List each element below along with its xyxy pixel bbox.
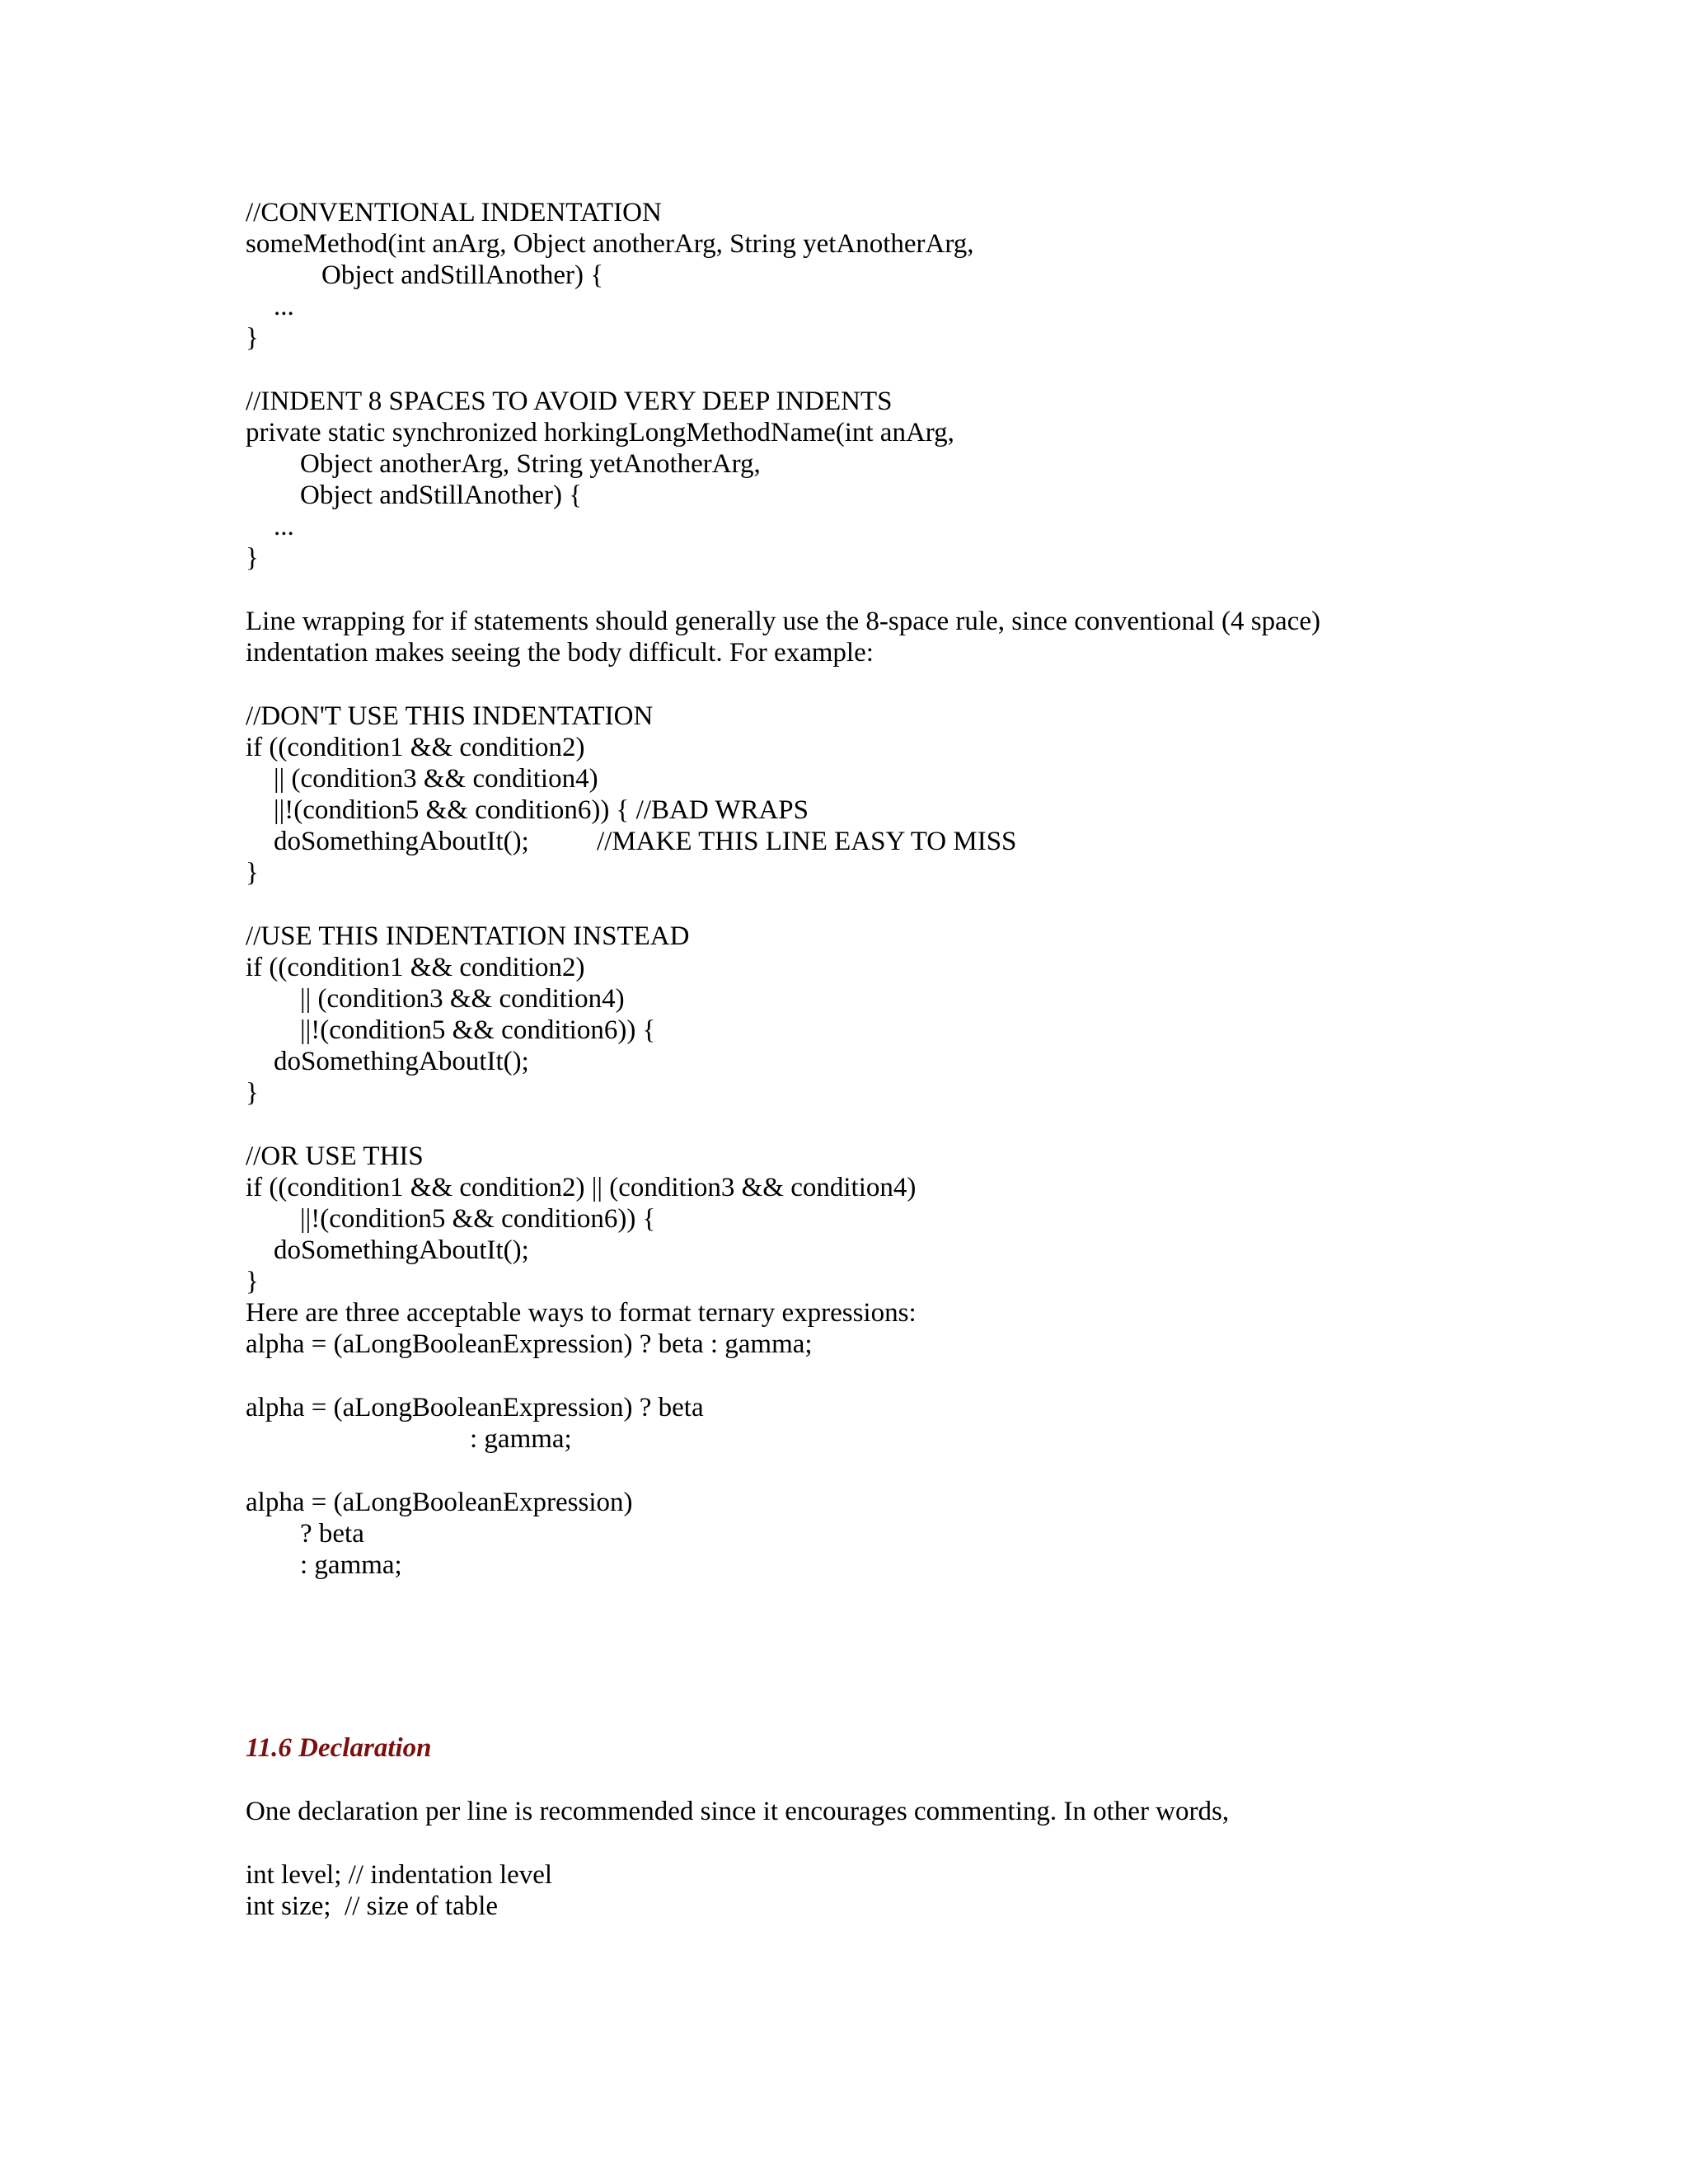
code-line: } — [246, 1267, 259, 1296]
code-line: Object anotherArg, String yetAnotherArg, — [300, 449, 761, 479]
code-comment: //USE THIS INDENTATION INSTEAD — [246, 921, 690, 951]
code-comment: //DON'T USE THIS INDENTATION — [246, 701, 654, 731]
code-line: if ((condition1 && condition2) — [246, 953, 585, 982]
code-line: int size; // size of table — [246, 1891, 499, 1921]
code-line: if ((condition1 && condition2) — [246, 733, 585, 762]
code-line: Object andStillAnother) { — [321, 260, 604, 290]
code-line: : gamma; — [470, 1424, 572, 1454]
code-line: ||!(condition5 && condition6)) { //BAD WRAPS — [274, 795, 809, 825]
section-heading: 11.6 Declaration — [246, 1733, 432, 1763]
code-line: } — [246, 858, 259, 888]
code-line: ... — [274, 512, 294, 541]
code-comment: //MAKE THIS LINE EASY TO MISS — [597, 827, 1017, 856]
code-line: || (condition3 && condition4) — [300, 984, 625, 1014]
code-line: someMethod(int anArg, Object anotherArg, String yetAnotherArg, — [246, 229, 974, 259]
code-line: alpha = (aLongBooleanExpression) ? beta : gamma; — [246, 1329, 813, 1359]
body-text: Here are three acceptable ways to format ternary expressions: — [246, 1298, 917, 1328]
code-line: alpha = (aLongBooleanExpression) ? beta — [246, 1393, 704, 1422]
code-line: ||!(condition5 && condition6)) { — [300, 1015, 656, 1045]
code-comment: //INDENT 8 SPACES TO AVOID VERY DEEP INDENTS — [246, 387, 893, 416]
code-line: doSomethingAboutIt(); — [274, 827, 529, 856]
code-line: if ((condition1 && condition2) || (condition3 && condition4) — [246, 1173, 917, 1202]
code-line: : gamma; — [300, 1550, 402, 1580]
code-line: doSomethingAboutIt(); — [274, 1235, 529, 1265]
code-line: } — [246, 1078, 259, 1108]
code-line: int level; // indentation level — [246, 1860, 553, 1890]
code-comment: //OR USE THIS — [246, 1141, 424, 1171]
code-line: private static synchronized horkingLongMethodName(int anArg, — [246, 418, 954, 448]
body-text: Line wrapping for if statements should generally use the 8-space rule, since conventional (4 space) — [246, 607, 1320, 636]
code-line: doSomethingAboutIt(); — [274, 1047, 529, 1076]
code-line: ||!(condition5 && condition6)) { — [300, 1204, 656, 1234]
code-line: } — [246, 323, 259, 353]
code-line: Object andStillAnother) { — [300, 480, 583, 510]
body-text: One declaration per line is recommended since it encourages commenting. In other words, — [246, 1797, 1230, 1826]
code-line: || (condition3 && condition4) — [274, 764, 598, 794]
code-line: } — [246, 543, 259, 573]
code-comment: //CONVENTIONAL INDENTATION — [246, 198, 662, 227]
body-text: indentation makes seeing the body difficult. For example: — [246, 638, 874, 668]
code-line: ? beta — [300, 1519, 364, 1549]
code-line: ... — [274, 292, 294, 321]
code-line: alpha = (aLongBooleanExpression) — [246, 1488, 633, 1517]
